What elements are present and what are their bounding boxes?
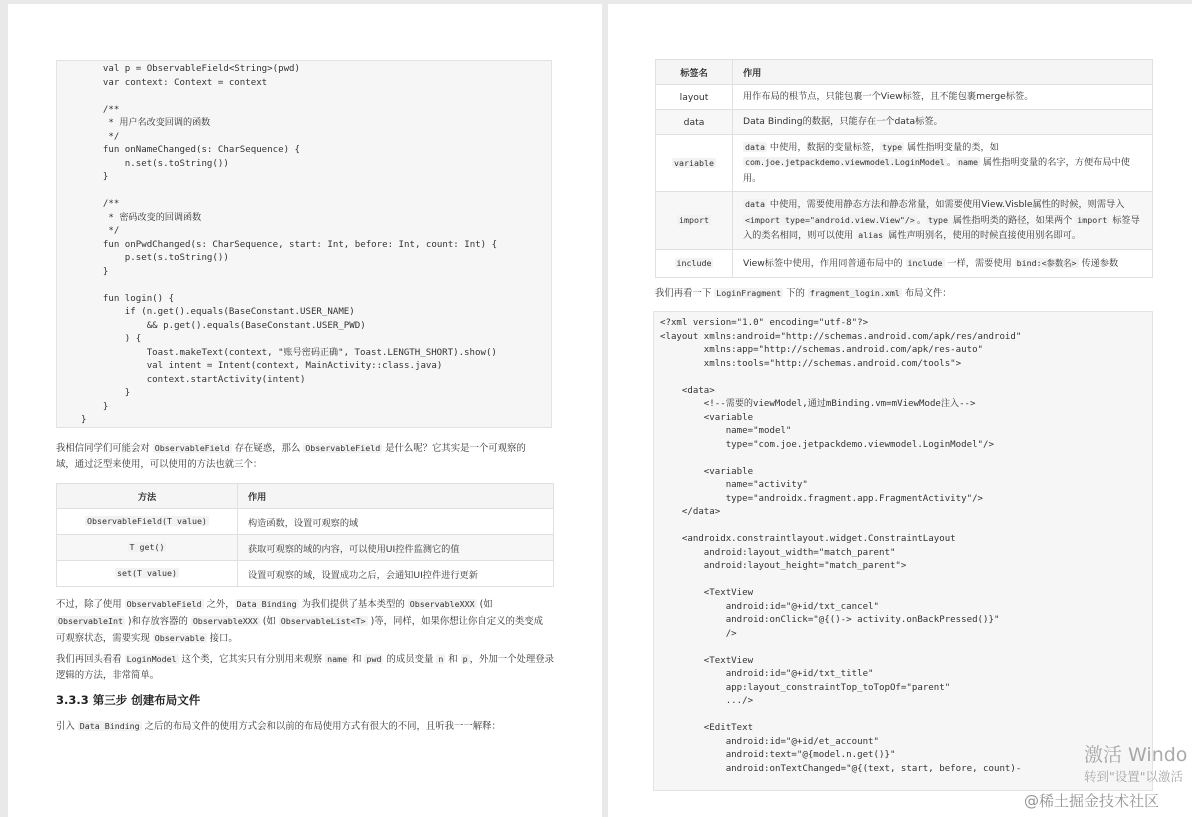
purpose-cell: 获取可观察的域的内容，可以使用UI控件监测它的值 [238, 535, 554, 561]
table-row [656, 135, 1153, 192]
code-line: name="model" [660, 426, 792, 436]
table-row [656, 110, 1153, 135]
code-line: /** [81, 199, 120, 209]
table-row [57, 509, 554, 535]
text-segment: 属性指明变量的名字，方便布局中使用。 [743, 157, 1130, 184]
code-line: <EditText [660, 723, 754, 733]
activation-watermark-title: 激活 Windo [1084, 744, 1188, 766]
code-line: <layout xmlns:android="http://schemas.android.com/apk/res/android" [660, 331, 1022, 342]
code-line: android:layout_width="match_parent" [660, 547, 896, 558]
code-line: android:onClick="@{()-> activity.onBackPressed()}" [660, 615, 1000, 625]
tag-name-cell [656, 85, 733, 110]
purpose-cell: 设置可观察的域，设置成功之后，会通知UI控件进行更新 [238, 561, 554, 587]
text-segment: Data Binding的数据，只能存在一个data标签。 [743, 116, 943, 128]
brand-watermark: @稀土掘金技术社区 [1024, 792, 1160, 810]
code-line: val p = ObservableField<String>(pwd) [81, 64, 300, 74]
code-line: app:layout_constraintTop_toTopOf="parent" [660, 682, 951, 693]
code-line [81, 185, 551, 199]
code-line: xmlns:tools="http://schemas.android.com/tools"> [660, 358, 962, 369]
text-segment: 一样，需要使用 [944, 257, 1015, 269]
code-line [660, 641, 1152, 655]
inline-code: name [958, 157, 978, 168]
text-segment: 中使用，数据的变量标签， [766, 141, 881, 153]
code-line: } [81, 266, 109, 277]
tags-table [655, 59, 1153, 278]
method-cell [57, 561, 238, 587]
code-line [660, 574, 1152, 588]
code-line: name="activity" [660, 480, 808, 490]
kotlin-code-block [56, 60, 552, 428]
code-line: android:onTextChanged="@{(text, start, before, count)- [660, 763, 1022, 774]
code-line [81, 279, 551, 293]
methods-table [56, 483, 554, 587]
code-line [81, 90, 551, 104]
inline-code: data [745, 141, 765, 152]
method-name: T get() [129, 542, 165, 552]
text-segment: 用作布局的根节点，只能包裹一个View标签，且不能包裹merge标签。 [743, 91, 1034, 103]
text-segment: 属性声明别名，使用的时候直接使用别名即可。 [885, 230, 1082, 242]
fragment-login-paragraph: 我们再看一下 LoginFragment 下的 fragment_login.xml 布局文件： [655, 288, 952, 299]
code-line: * 密码改变的回调函数 [81, 212, 202, 223]
code-line: <TextView [660, 588, 754, 598]
code-line: p.set(s.toString()) [81, 253, 229, 263]
code-line: <TextView [660, 655, 754, 666]
code-line [660, 371, 1152, 385]
tag-purpose-cell [733, 135, 1153, 192]
code-line: android:id="@+id/txt_title" [660, 669, 874, 679]
observable-types-paragraph: 不过，除了使用 ObservableField 之外， Data Binding 为我们提供了基本类型的 ObservableXXX (如 ObservableInt )和存放容器的 ObservableXXX (如 ObservableList<T> )等，同样，如果你想让你自定义的类变成 可观察状态，需要实现 Observable 接口。 [56, 599, 544, 644]
code-line: var context: Context = context [81, 77, 268, 88]
code-line: <data> [660, 385, 715, 396]
method-cell [57, 535, 238, 561]
code-line: <?xml version="1.0" encoding="utf-8"?> [660, 318, 869, 328]
tag-name: data [683, 116, 705, 128]
code-line: android:text="@{model.n.get()}" [660, 750, 896, 760]
text-segment: 传递参数 [1078, 257, 1119, 269]
code-line [660, 520, 1152, 534]
code-line: <!--需要的viewModel,通过mBinding.vm=mViewMode注入--> [660, 399, 976, 409]
inline-code: include [907, 257, 943, 268]
code-line: <androidx.constraintlayout.widget.ConstraintLayout [660, 534, 956, 544]
code-line: */ [81, 226, 120, 236]
tag-name-cell [656, 110, 733, 135]
inline-code: data [745, 199, 765, 210]
text-segment: 属性指明变量的类，如 [904, 141, 999, 153]
code-line: /** [81, 104, 120, 115]
code-line: val intent = Intent(context, MainActivity::class.java) [81, 361, 443, 371]
code-line: </data> [660, 507, 721, 517]
login-model-paragraph: 我们再回头看看 LoginModel 这个类，它其实只有分别用来观察 name 和 pwd 的成员变量 n 和 p ，外加一个处理登录 逻辑的方法，非常简单。 [56, 654, 555, 681]
code-line: } [81, 388, 131, 398]
table-row [656, 192, 1153, 250]
layout-intro-paragraph: 引入 Data Binding 之后的布局文件的使用方式会和以前的布局使用方式有很大的不同，且听我一一解释： [56, 721, 501, 732]
inline-code: type [882, 141, 903, 152]
code-line: fun login() { [81, 293, 175, 304]
code-line: Toast.makeText(context, "账号密码正确", Toast.LENGTH_SHORT).show() [81, 347, 497, 358]
purpose-header: 作用 [238, 484, 554, 509]
right-document-page [608, 4, 1192, 817]
text-segment: 。 [946, 157, 956, 169]
text-segment: 。 [916, 214, 927, 226]
text-segment: 属性指明类的路径，如果两个 [950, 214, 1076, 226]
code-line: .../> [660, 696, 754, 706]
inline-code: com.joe.jetpackdemo.viewmodel.LoginModel [745, 157, 945, 168]
code-line: n.set(s.toString()) [81, 158, 229, 169]
method-name: ObservableField(T value) [87, 516, 207, 526]
left-document-page [8, 4, 602, 817]
code-line: android:id="@+id/txt_cancel" [660, 601, 879, 612]
code-line: fun onPwdChanged(s: CharSequence, start: Int, before: Int, count: Int) { [81, 239, 498, 250]
tag-name: variable [674, 157, 714, 168]
method-header: 方法 [57, 484, 238, 509]
method-name: set(T value) [117, 568, 177, 578]
table-row [57, 535, 554, 561]
inline-code: type [928, 214, 949, 225]
code-line: if (n.get().equals(BaseConstant.USER_NAME) [81, 307, 355, 317]
tag-name: include [676, 258, 712, 268]
tag-name-cell [656, 135, 733, 192]
table-row [656, 250, 1153, 278]
tag-purpose-cell [733, 250, 1153, 278]
text-segment: 标签导入的类名相同，则可以使用 [743, 214, 1140, 242]
tag-name: layout [679, 91, 709, 103]
code-line: <variable [660, 466, 754, 477]
inline-code: bind:<参数名> [1016, 257, 1077, 268]
code-line: * 用户名改变回调的函数 [81, 118, 211, 128]
text-segment: View标签中使用，作用同普通布局中的 [743, 257, 906, 269]
code-line [660, 452, 1152, 466]
code-line [660, 709, 1152, 723]
text-segment: 中使用，需要使用静态方法和静态常量，如需要使用View.Visble属性的时候，则需导入 [766, 199, 1125, 211]
code-line: xmlns:app="http://schemas.android.com/apk/res-auto" [660, 345, 984, 355]
table-row [57, 561, 554, 587]
code-line: } [81, 415, 87, 425]
code-line: fun onNameChanged(s: CharSequence) { [81, 145, 300, 155]
code-line: android:layout_height="match_parent"> [660, 561, 907, 571]
tag-name-cell [656, 192, 733, 250]
inline-code: alias [858, 230, 884, 241]
inline-code: <import type="android.view.View"/> [745, 214, 915, 225]
code-line: type="androidx.fragment.app.FragmentActivity"/> [660, 493, 984, 504]
code-line: } [81, 172, 109, 182]
code-line: */ [81, 131, 120, 142]
code-line: } [81, 401, 109, 412]
purpose-cell: 构造函数，设置可观察的域 [238, 509, 554, 535]
code-line: /> [660, 628, 737, 639]
section-heading: 3.3.3 第三步 创建布局文件 [56, 693, 201, 707]
code-line: && p.get().equals(BaseConstant.USER_PWD) [81, 320, 366, 331]
code-line: type="com.joe.jetpackdemo.viewmodel.LoginModel"/> [660, 439, 994, 450]
code-line: context.startActivity(intent) [81, 374, 306, 385]
tag-purpose-cell [733, 85, 1153, 110]
tag-header: 标签名 [656, 60, 733, 85]
table-row [656, 85, 1153, 110]
activation-watermark-subtitle: 转到"设置"以激活 [1084, 769, 1183, 784]
code-line: android:id="@+id/et_account" [660, 736, 879, 747]
tag-name: import [679, 215, 709, 225]
inline-code: import [1077, 214, 1108, 225]
code-line: <variable [660, 412, 754, 423]
code-line: ) { [81, 334, 142, 344]
observable-intro-paragraph: 我相信同学们可能会对 ObservableField 存在疑惑，那么 ObservableField 是什么呢？它其实是一个可观察的 域，通过泛型来使用，可以使用的方法也就三个： [56, 443, 526, 470]
method-cell [57, 509, 238, 535]
tag-purpose-header: 作用 [733, 60, 1153, 85]
xml-code-block [653, 311, 1153, 791]
tag-name-cell [656, 250, 733, 278]
tag-purpose-cell [733, 110, 1153, 135]
tag-purpose-cell [733, 192, 1153, 250]
